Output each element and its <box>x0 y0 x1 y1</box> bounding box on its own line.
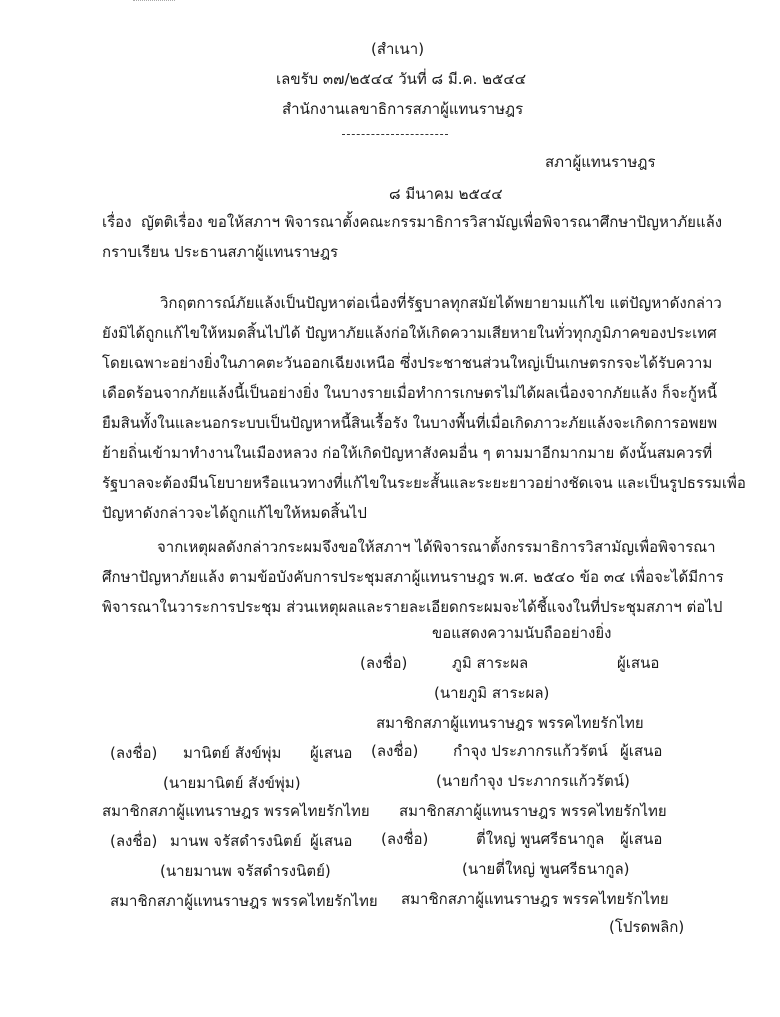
para2-line: พิจารณาในวาระการประชุม ส่วนเหตุผลและรายละเอียดกระผมจะได้ชี้แจงในที่ประชุมสภาฯ ต่อไป <box>102 598 723 616</box>
sign-prefix: (ลงชื่อ) <box>371 742 419 760</box>
para1-line: รัฐบาลจะต้องมีนโยบายหรือแนวทางที่แก้ไขในระยะสั้นและระยะยาวอย่างชัดเจน และเป็นรูปธรรมเพื่อ <box>102 474 746 492</box>
sign-prefix: (ลงชื่อ) <box>381 830 429 848</box>
signer-fullname: (นายมานิตย์ สังข์พุ่ม) <box>163 774 301 792</box>
signer-title: สมาชิกสภาผู้แทนราษฎร พรรคไทยรักไทย <box>399 802 667 820</box>
signer-title: สมาชิกสภาผู้แทนราษฎร พรรคไทยรักไทย <box>102 802 370 820</box>
scan-mark <box>133 0 175 1</box>
sign-prefix: (ลงชื่อ) <box>360 654 408 672</box>
para1-line: ยังมิได้ถูกแก้ไขให้หมดสิ้นไปได้ ปัญหาภัยแล้งก่อให้เกิดความเสียหายในทั่วทุกภูมิภาคของประเทศ <box>102 324 717 342</box>
para1-line: ย้ายถิ่นเข้ามาทำงานในเมืองหลวง ก่อให้เกิดปัญหาสังคมอื่น ๆ ตามมาอีกมากมาย ดังนั้นสมควรที่ <box>102 444 713 462</box>
signer-name: ภูมิ สาระผล <box>452 654 529 672</box>
copy-label: (สำเนา) <box>371 40 425 58</box>
proposer-label: ผู้เสนอ <box>310 832 353 850</box>
para1-line: เดือดร้อนจากภัยแล้งนี้เป็นอย่างยิ่ง ในบางรายเมื่อทำการเกษตรไม่ได้ผลเนื่องจากภัยแล้ง ก็จะกู้หนี้ <box>102 384 718 402</box>
proposer-label: ผู้เสนอ <box>617 654 660 672</box>
subject-text: ญัตติเรื่อง ขอให้สภาฯ พิจารณาตั้งคณะกรรมาธิการวิสามัญเพื่อพิจารณาศึกษาปัญหาภัยแล้ง <box>141 213 723 231</box>
closing: ขอแสดงความนับถืออย่างยิ่ง <box>432 624 612 642</box>
office-name: สำนักงานเลขาธิการสภาผู้แทนราษฎร <box>282 100 524 118</box>
signer-name: ตี่ใหญ่ พูนศรีธนากูล <box>476 830 605 848</box>
para1-line: วิกฤตการณ์ภัยแล้งเป็นปัญหาต่อเนื่องที่รัฐบาลทุกสมัยได้พยายามแก้ไข แต่ปัญหาดังกล่าว <box>160 294 722 312</box>
signer-title: สมาชิกสภาผู้แทนราษฎร พรรคไทยรักไทย <box>376 714 644 732</box>
letter-place: สภาผู้แทนราษฎร <box>545 153 656 171</box>
subject-prefix: เรื่อง <box>102 213 132 231</box>
signer-name: มานพ จรัสดำรงนิตย์ <box>170 832 302 850</box>
signer-fullname: (นายภูมิ สาระผล) <box>434 684 550 702</box>
signer-title: สมาชิกสภาผู้แทนราษฎร พรรคไทยรักไทย <box>110 892 378 910</box>
para2-line: จากเหตุผลดังกล่าวกระผมจึงขอให้สภาฯ ได้พิจารณาตั้งกรรมาธิการวิสามัญเพื่อพิจารณา <box>157 538 716 556</box>
subject-line <box>102 215 722 230</box>
header-divider <box>342 134 448 135</box>
proposer-label: ผู้เสนอ <box>310 744 353 762</box>
para1-line: ยืมสินทั้งในและนอกระบบเป็นปัญหาหนี้สินเรื้อรัง ในบางพื้นที่เมื่อเกิดภาวะภัยแล้งจะเกิดการอพยพ <box>102 414 718 432</box>
sign-prefix: (ลงชื่อ) <box>110 744 158 762</box>
letter-date: ๘ มีนาคม ๒๕๔๔ <box>389 185 503 203</box>
signer-fullname: (นายมานพ จรัสดำรงนิตย์) <box>160 862 331 880</box>
signer-fullname: (นายตี่ใหญ่ พูนศรีธนากูล) <box>462 860 630 878</box>
sign-prefix: (ลงชื่อ) <box>110 832 158 850</box>
turn-over-note: (โปรดพลิก) <box>609 918 685 936</box>
proposer-label: ผู้เสนอ <box>620 742 663 760</box>
receipt-line: เลขรับ ๓๗/๒๕๔๔ วันที่ ๘ มี.ค. ๒๕๔๔ <box>276 70 527 88</box>
signer-title: สมาชิกสภาผู้แทนราษฎร พรรคไทยรักไทย <box>401 890 669 908</box>
signer-name: มานิตย์ สังข์พุ่ม <box>183 744 282 762</box>
para2-line: ศึกษาปัญหาภัยแล้ง ตามข้อบังคับการประชุมสภาผู้แทนราษฎร พ.ศ. ๒๕๔๐ ข้อ ๓๔ เพื่อจะได้มีการ <box>102 568 724 586</box>
signer-fullname: (นายกำจุง ประภากรแก้วรัตน์) <box>436 772 630 790</box>
signer-name: กำจุง ประภากรแก้วรัตน์ <box>453 742 608 760</box>
para1-line: ปัญหาดังกล่าวจะได้ถูกแก้ไขให้หมดสิ้นไป <box>102 504 367 522</box>
para1-line: โดยเฉพาะอย่างยิ่งในภาคตะวันออกเฉียงเหนือ ซึ่งประชาชนส่วนใหญ่เป็นเกษตรกรจะได้รับความ <box>102 354 713 372</box>
addressee: กราบเรียน ประธานสภาผู้แทนราษฎร <box>102 243 339 261</box>
proposer-label: ผู้เสนอ <box>620 830 663 848</box>
